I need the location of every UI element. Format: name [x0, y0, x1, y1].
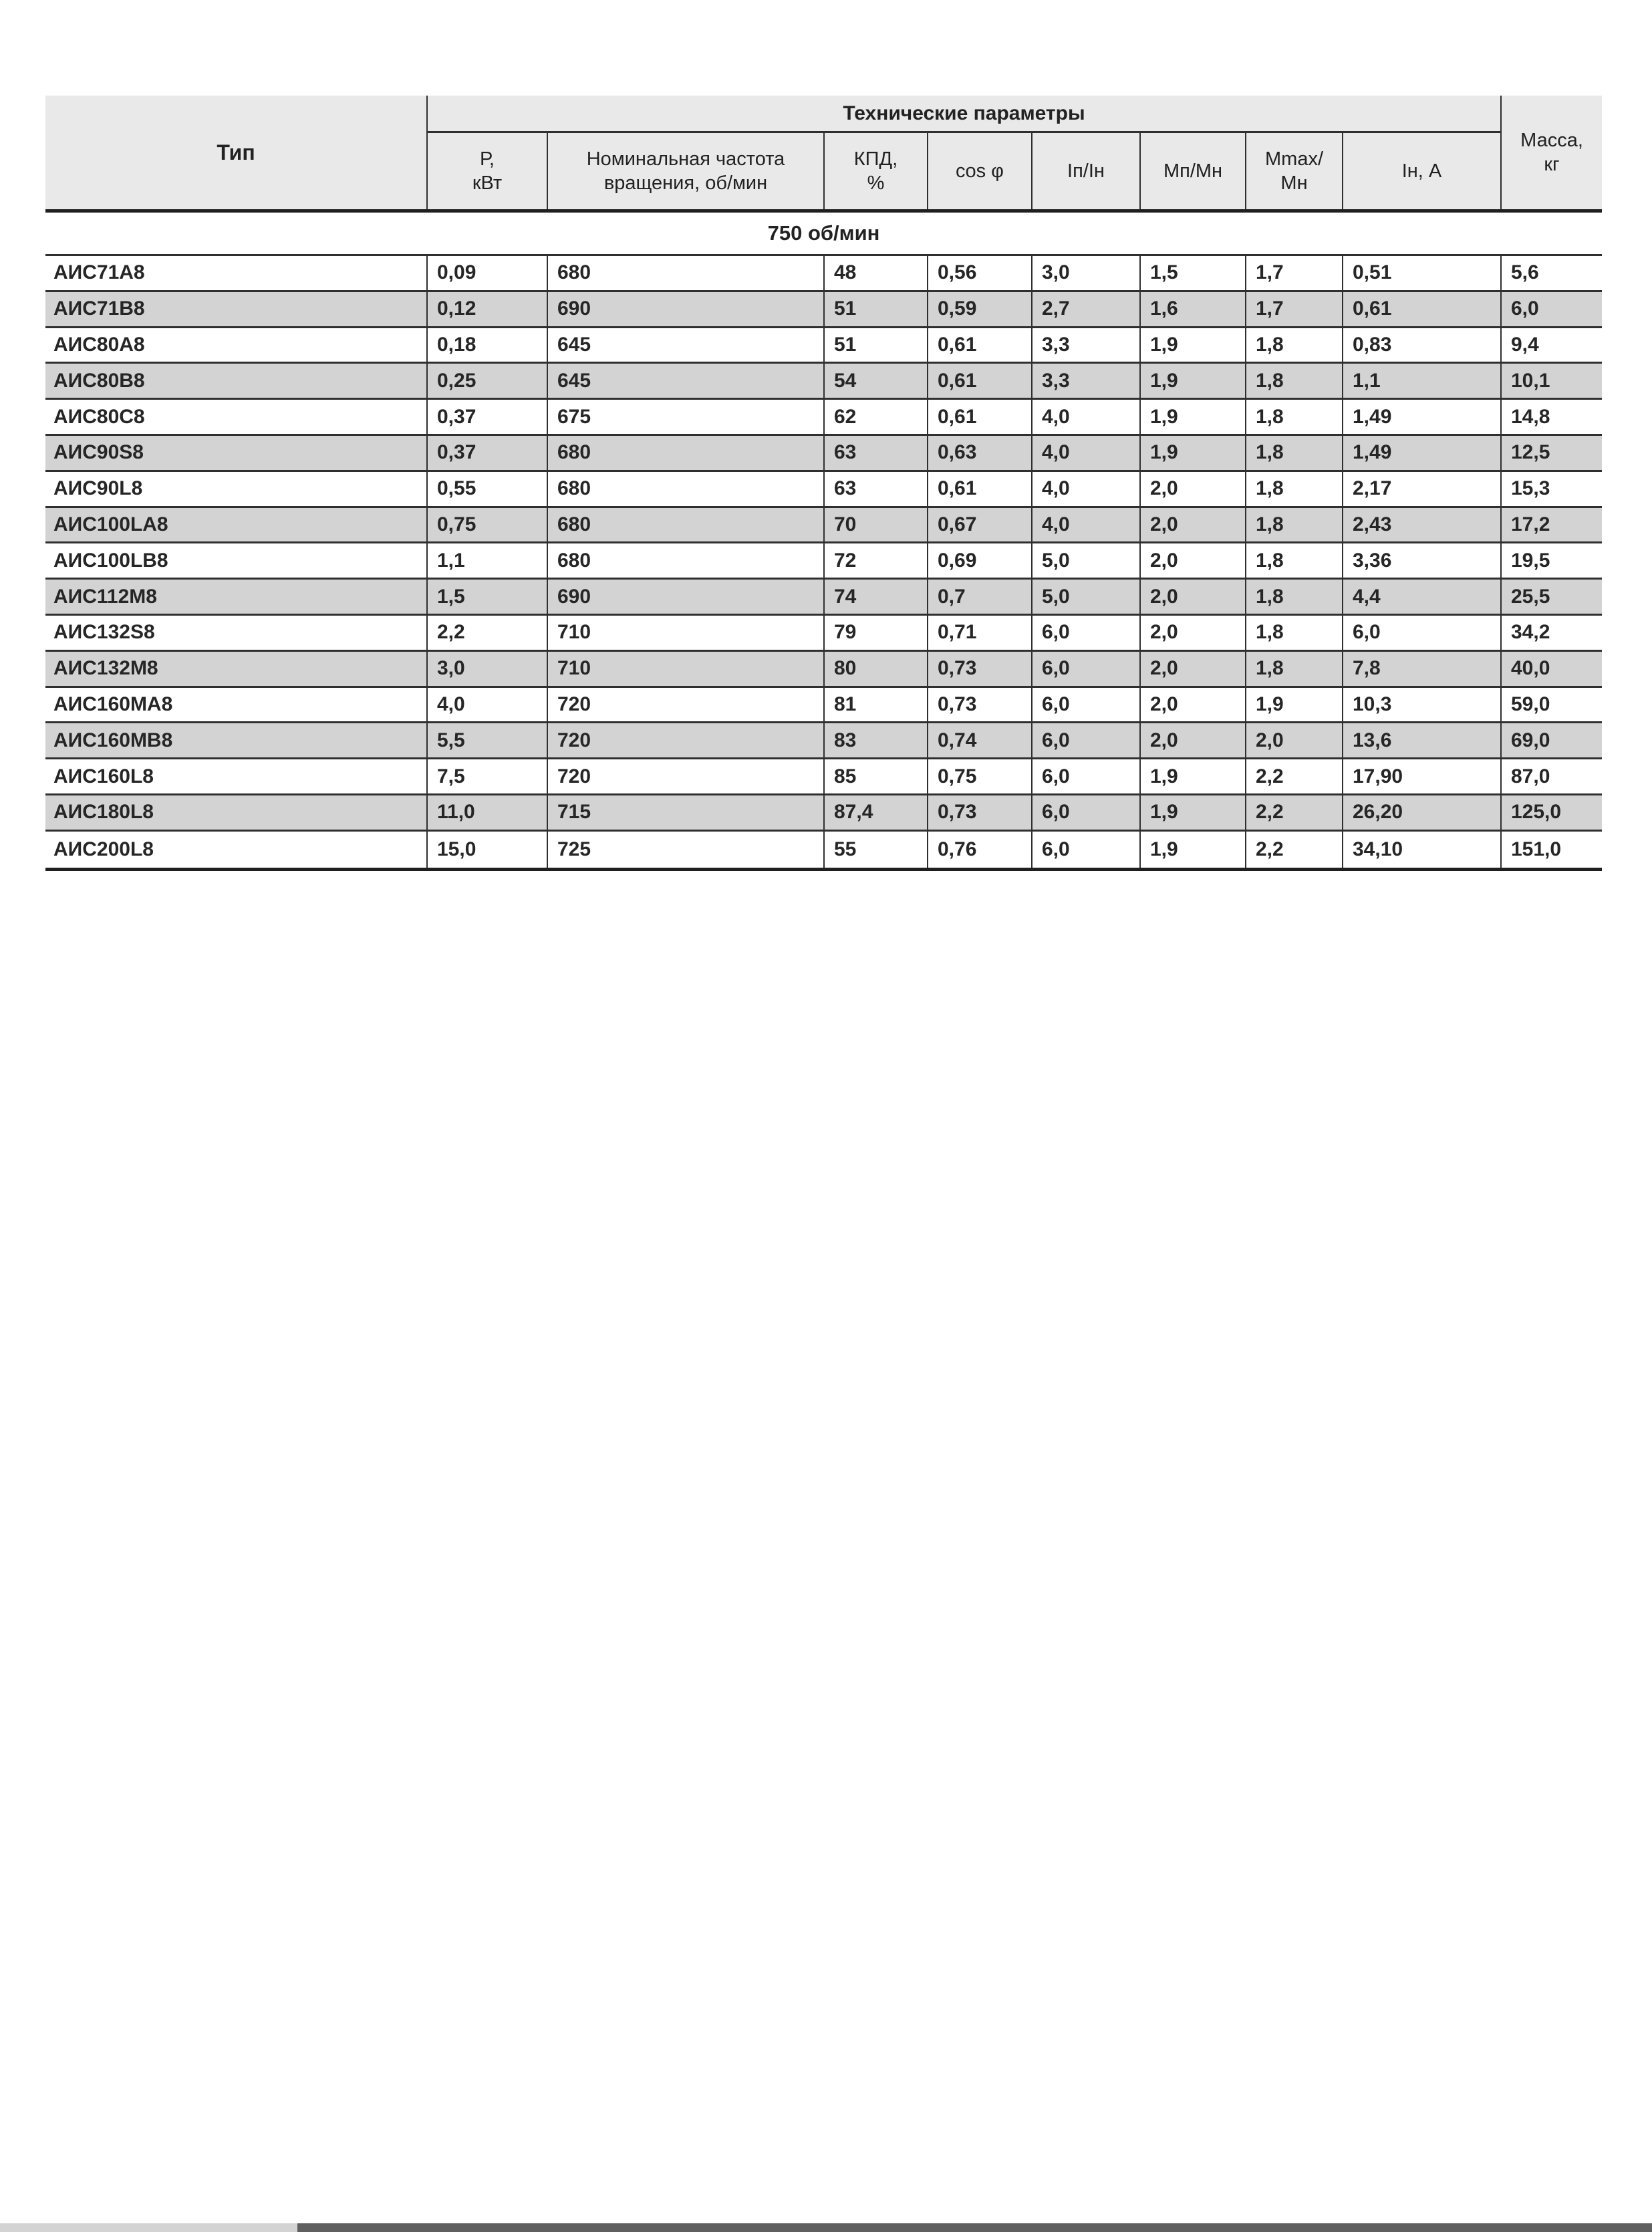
cell-p: 7,5	[426, 759, 547, 793]
cell-mmax-mn: 2,0	[1245, 723, 1342, 757]
cell-rpm: 675	[547, 400, 823, 434]
cell-mass: 10,1	[1500, 364, 1602, 398]
cell-mass: 40,0	[1500, 652, 1602, 686]
cell-mp-mn: 1,9	[1139, 795, 1245, 830]
header-efficiency-line2: %	[867, 172, 885, 194]
cell-mp-mn: 2,0	[1139, 508, 1245, 542]
row-type-label: АИС132М8	[53, 657, 158, 680]
cell-mp-mn: 1,5	[1139, 256, 1245, 290]
cell-in-a: 34,10	[1342, 832, 1500, 868]
cell-mp-mn: 2,0	[1139, 616, 1245, 650]
cell-kpd: 51	[823, 292, 927, 326]
table-row	[45, 292, 1602, 328]
row-type-label: АИС100LA8	[53, 513, 168, 535]
cell-cos: 0,7	[927, 580, 1031, 614]
table-row	[45, 723, 1602, 759]
cell-mmax-mn: 1,8	[1245, 400, 1342, 434]
cell-cos: 0,73	[927, 795, 1031, 830]
header-efficiency-line1: КПД,	[853, 148, 898, 170]
table-row	[45, 256, 1602, 292]
table-body	[45, 254, 1602, 871]
cell-mp-mn: 1,9	[1139, 832, 1245, 868]
header-tech-params: Технические параметры	[426, 96, 1500, 133]
cell-mp-mn: 1,6	[1139, 292, 1245, 326]
cell-cos: 0,76	[927, 832, 1031, 868]
cell-p: 0,18	[426, 328, 547, 362]
cell-cos: 0,69	[927, 543, 1031, 578]
header-power-line2: кВт	[472, 172, 503, 194]
header-ip-in-label: Iп/Iн	[1067, 160, 1105, 182]
cell-in-a: 13,6	[1342, 723, 1500, 757]
cell-rpm: 710	[547, 652, 823, 686]
cell-rpm: 725	[547, 832, 823, 868]
cell-ip-in: 4,0	[1031, 400, 1139, 434]
cell-rpm: 715	[547, 795, 823, 830]
cell-p: 0,25	[426, 364, 547, 398]
cell-mass: 34,2	[1500, 616, 1602, 650]
cell-mp-mn: 2,0	[1139, 652, 1245, 686]
cell-rpm: 710	[547, 616, 823, 650]
cell-mmax-mn: 2,2	[1245, 832, 1342, 868]
cell-in-a: 6,0	[1342, 616, 1500, 650]
cell-mass: 69,0	[1500, 723, 1602, 757]
cell-mass: 125,0	[1500, 795, 1602, 830]
cell-rpm: 680	[547, 256, 823, 290]
table-row	[45, 795, 1602, 832]
cell-ip-in: 6,0	[1031, 723, 1139, 757]
cell-mp-mn: 2,0	[1139, 543, 1245, 578]
cell-kpd: 62	[823, 400, 927, 434]
cell-ip-in: 3,3	[1031, 364, 1139, 398]
cell-rpm: 645	[547, 328, 823, 362]
cell-ip-in: 6,0	[1031, 795, 1139, 830]
cell-mp-mn: 1,9	[1139, 759, 1245, 793]
cell-mp-mn: 1,9	[1139, 328, 1245, 362]
cell-rpm: 680	[547, 508, 823, 542]
cell-p: 4,0	[426, 688, 547, 722]
header-mp-mn-label: Мп/Мн	[1163, 160, 1223, 182]
cell-p: 0,12	[426, 292, 547, 326]
cell-mmax-mn: 1,9	[1245, 688, 1342, 722]
cell-rpm: 720	[547, 723, 823, 757]
table-row	[45, 688, 1602, 724]
header-power-line1: Р,	[480, 148, 495, 170]
cell-mmax-mn: 1,8	[1245, 616, 1342, 650]
table-row	[45, 759, 1602, 795]
table-row	[45, 580, 1602, 616]
header-rpm-line2: вращения, об/мин	[603, 172, 768, 194]
row-type-label: АИС200L8	[53, 838, 154, 860]
cell-mp-mn: 2,0	[1139, 472, 1245, 506]
cell-mmax-mn: 1,8	[1245, 508, 1342, 542]
cell-cos: 0,74	[927, 723, 1031, 757]
cell-in-a: 2,17	[1342, 472, 1500, 506]
cell-kpd: 70	[823, 508, 927, 542]
cell-cos: 0,59	[927, 292, 1031, 326]
cell-mp-mn: 1,9	[1139, 400, 1245, 434]
cell-mass: 15,3	[1500, 472, 1602, 506]
cell-mmax-mn: 1,8	[1245, 436, 1342, 470]
cell-mass: 151,0	[1500, 832, 1602, 868]
cell-rpm: 680	[547, 436, 823, 470]
cell-cos: 0,73	[927, 688, 1031, 722]
table-row	[45, 328, 1602, 364]
cell-mass: 17,2	[1500, 508, 1602, 542]
cell-ip-in: 6,0	[1031, 616, 1139, 650]
header-rpm-line1: Номинальная частота	[586, 148, 785, 170]
table-row	[45, 472, 1602, 508]
table-row	[45, 364, 1602, 400]
cell-p: 0,75	[426, 508, 547, 542]
cell-rpm: 680	[547, 543, 823, 578]
row-type-label: АИС90S8	[53, 441, 144, 464]
row-type-label: АИС160L8	[53, 765, 154, 787]
cell-kpd: 83	[823, 723, 927, 757]
header-cos-phi	[927, 133, 1031, 209]
row-type-label: АИС80С8	[53, 405, 145, 428]
footer-bar-left	[0, 2223, 297, 2232]
cell-in-a: 1,49	[1342, 400, 1500, 434]
row-type-label: АИС100LB8	[53, 549, 168, 572]
table-row	[45, 508, 1602, 544]
cell-rpm: 720	[547, 759, 823, 793]
cell-cos: 0,73	[927, 652, 1031, 686]
header-mp-mn	[1139, 133, 1245, 209]
cell-mass: 5,6	[1500, 256, 1602, 290]
row-type-label: АИС160МА8	[53, 693, 173, 715]
cell-p: 0,55	[426, 472, 547, 506]
cell-kpd: 63	[823, 436, 927, 470]
cell-mass: 6,0	[1500, 292, 1602, 326]
cell-p: 5,5	[426, 723, 547, 757]
header-mass	[1500, 96, 1602, 209]
cell-mp-mn: 1,9	[1139, 364, 1245, 398]
cell-kpd: 63	[823, 472, 927, 506]
cell-p: 0,37	[426, 436, 547, 470]
cell-mmax-mn: 2,2	[1245, 795, 1342, 830]
header-mmax-mn-line2: Мн	[1280, 172, 1308, 194]
cell-cos: 0,75	[927, 759, 1031, 793]
cell-in-a: 2,43	[1342, 508, 1500, 542]
cell-kpd: 80	[823, 652, 927, 686]
table-row	[45, 616, 1602, 652]
cell-kpd: 51	[823, 328, 927, 362]
cell-cos: 0,61	[927, 472, 1031, 506]
cell-rpm: 720	[547, 688, 823, 722]
section-750-rpm: 750 об/мин	[45, 213, 1602, 254]
row-type-label: АИС80В8	[53, 369, 145, 392]
cell-mmax-mn: 1,8	[1245, 472, 1342, 506]
cell-mass: 19,5	[1500, 543, 1602, 578]
cell-kpd: 85	[823, 759, 927, 793]
cell-kpd: 48	[823, 256, 927, 290]
cell-ip-in: 5,0	[1031, 543, 1139, 578]
row-type-label: АИС132S8	[53, 621, 155, 644]
cell-mmax-mn: 2,2	[1245, 759, 1342, 793]
cell-kpd: 72	[823, 543, 927, 578]
header-mmax-mn-line1: Mmax/	[1265, 148, 1323, 170]
header-power	[426, 133, 547, 209]
header-in-a	[1342, 133, 1500, 209]
header-cos-phi-label: cos φ	[956, 160, 1004, 182]
cell-cos: 0,61	[927, 328, 1031, 362]
table-row	[45, 652, 1602, 688]
cell-mmax-mn: 1,7	[1245, 256, 1342, 290]
header-mmax-mn	[1245, 133, 1342, 209]
cell-mmax-mn: 1,7	[1245, 292, 1342, 326]
cell-ip-in: 3,3	[1031, 328, 1139, 362]
cell-ip-in: 4,0	[1031, 472, 1139, 506]
cell-ip-in: 4,0	[1031, 436, 1139, 470]
cell-cos: 0,61	[927, 400, 1031, 434]
cell-in-a: 0,83	[1342, 328, 1500, 362]
cell-cos: 0,71	[927, 616, 1031, 650]
cell-ip-in: 6,0	[1031, 832, 1139, 868]
cell-p: 3,0	[426, 652, 547, 686]
cell-mass: 87,0	[1500, 759, 1602, 793]
row-type-label: АИС160МВ8	[53, 729, 173, 751]
motor-parameters-table	[45, 96, 1602, 871]
row-type-label: АИС180L8	[53, 801, 154, 824]
cell-kpd: 79	[823, 616, 927, 650]
cell-kpd: 74	[823, 580, 927, 614]
cell-p: 0,37	[426, 400, 547, 434]
cell-ip-in: 5,0	[1031, 580, 1139, 614]
table-row	[45, 400, 1602, 436]
cell-ip-in: 4,0	[1031, 508, 1139, 542]
cell-in-a: 4,4	[1342, 580, 1500, 614]
cell-in-a: 1,49	[1342, 436, 1500, 470]
row-type-label: АИС90L8	[53, 477, 143, 500]
cell-p: 11,0	[426, 795, 547, 830]
row-type-label: АИС71А8	[53, 261, 145, 284]
cell-rpm: 690	[547, 580, 823, 614]
row-type-label: АИС112М8	[53, 585, 157, 608]
cell-p: 1,5	[426, 580, 547, 614]
cell-in-a: 10,3	[1342, 688, 1500, 722]
cell-mp-mn: 2,0	[1139, 580, 1245, 614]
cell-mass: 25,5	[1500, 580, 1602, 614]
cell-cos: 0,67	[927, 508, 1031, 542]
header-type: Тип	[217, 140, 255, 164]
cell-mp-mn: 2,0	[1139, 688, 1245, 722]
cell-ip-in: 6,0	[1031, 759, 1139, 793]
header-efficiency	[823, 133, 927, 209]
row-type-label: АИС71В8	[53, 297, 145, 320]
cell-ip-in: 6,0	[1031, 688, 1139, 722]
cell-cos: 0,61	[927, 364, 1031, 398]
cell-in-a: 1,1	[1342, 364, 1500, 398]
cell-ip-in: 6,0	[1031, 652, 1139, 686]
cell-mmax-mn: 1,8	[1245, 543, 1342, 578]
cell-ip-in: 3,0	[1031, 256, 1139, 290]
cell-in-a: 17,90	[1342, 759, 1500, 793]
cell-p: 2,2	[426, 616, 547, 650]
cell-mmax-mn: 1,8	[1245, 328, 1342, 362]
cell-ip-in: 2,7	[1031, 292, 1139, 326]
cell-kpd: 54	[823, 364, 927, 398]
header-mass-line2: кг	[1544, 154, 1560, 175]
header-ip-in	[1031, 133, 1139, 209]
cell-p: 15,0	[426, 832, 547, 868]
row-type-label: АИС80А8	[53, 333, 145, 356]
cell-p: 0,09	[426, 256, 547, 290]
table-header	[45, 96, 1602, 213]
cell-mmax-mn: 1,8	[1245, 364, 1342, 398]
cell-rpm: 690	[547, 292, 823, 326]
cell-in-a: 7,8	[1342, 652, 1500, 686]
cell-mmax-mn: 1,8	[1245, 580, 1342, 614]
cell-in-a: 0,51	[1342, 256, 1500, 290]
cell-kpd: 55	[823, 832, 927, 868]
header-in-a-label: Iн, А	[1401, 160, 1442, 182]
cell-kpd: 81	[823, 688, 927, 722]
cell-in-a: 0,61	[1342, 292, 1500, 326]
cell-in-a: 26,20	[1342, 795, 1500, 830]
cell-kpd: 87,4	[823, 795, 927, 830]
cell-cos: 0,56	[927, 256, 1031, 290]
cell-mass: 14,8	[1500, 400, 1602, 434]
footer-bar-right	[297, 2223, 1652, 2232]
cell-rpm: 645	[547, 364, 823, 398]
header-rpm	[547, 133, 823, 209]
cell-in-a: 3,36	[1342, 543, 1500, 578]
cell-mp-mn: 1,9	[1139, 436, 1245, 470]
cell-cos: 0,63	[927, 436, 1031, 470]
cell-mass: 9,4	[1500, 328, 1602, 362]
cell-rpm: 680	[547, 472, 823, 506]
header-mass-line1: Масса,	[1520, 130, 1583, 151]
cell-mass: 59,0	[1500, 688, 1602, 722]
cell-mass: 12,5	[1500, 436, 1602, 470]
table-row	[45, 436, 1602, 472]
table-row	[45, 543, 1602, 580]
cell-p: 1,1	[426, 543, 547, 578]
cell-mp-mn: 2,0	[1139, 723, 1245, 757]
cell-mmax-mn: 1,8	[1245, 652, 1342, 686]
table-row	[45, 832, 1602, 868]
